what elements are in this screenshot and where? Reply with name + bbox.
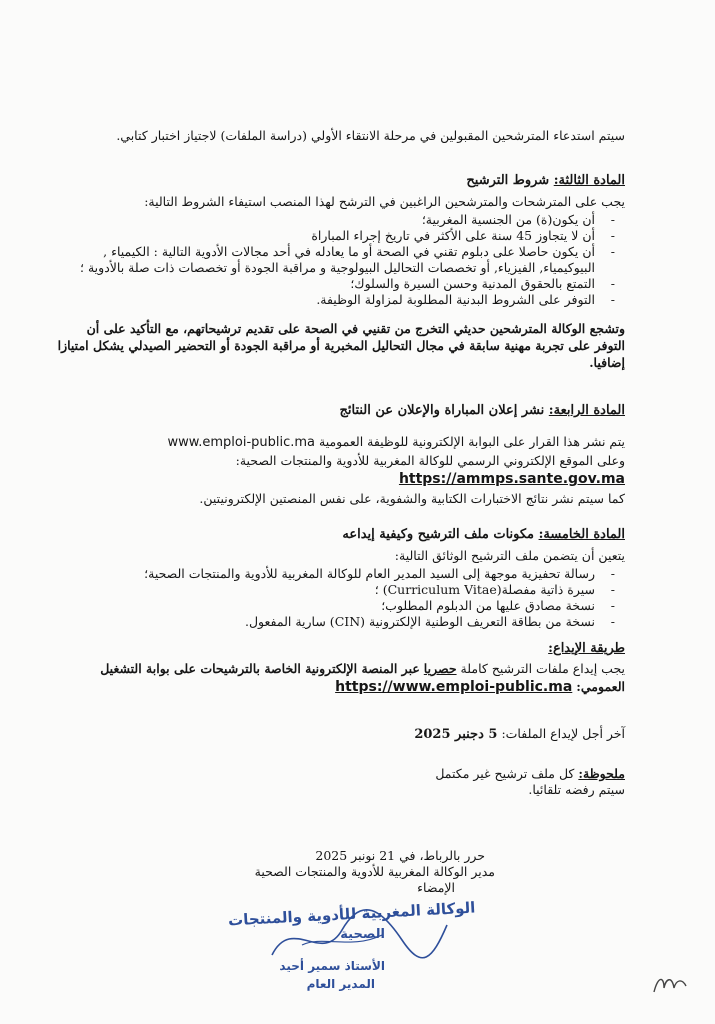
- article-5-heading: [55, 526, 625, 544]
- place-date: حرر بالرباط، في 21 نونبر 2025: [315, 848, 485, 863]
- signer-title: مدير الوكالة المغربية للأدوية والمنتجات الصحية: [254, 864, 495, 879]
- document-item: - سيرة ذاتية مفصلة(Curriculum Vitae) ؛: [55, 582, 625, 598]
- remark-text-2: سيتم رفضه تلقائيا.: [528, 782, 625, 797]
- deposit-text: [55, 660, 625, 696]
- page-initials-icon: [650, 970, 690, 1000]
- conditions-list: [55, 212, 625, 308]
- deposit-exclusive: حصريا: [423, 661, 457, 676]
- article-3-heading: [55, 172, 625, 190]
- article-4-url2-line: [55, 471, 625, 487]
- article-4-line3: كما سيتم نشر نتائج الاختبارات الكتابية والشفوية، على نفس المنصتين الإلكترونيتين.: [199, 491, 625, 506]
- signoff: [195, 848, 495, 896]
- deadline-line: [55, 726, 625, 743]
- stamp-agency-name: الوكالة المغربية للأدوية والمنتجات: [227, 898, 476, 930]
- article-3: [55, 172, 625, 371]
- deposit-text-b: عبر المنصة الإلكترونية الخاصة بالترشيحات على بوابة التشغيل العمومي:: [100, 661, 625, 694]
- remark-text: كل ملف ترشيح غير مكتمل: [435, 766, 575, 781]
- stamp-signer-name: الأستاذ سمير أحيد: [279, 959, 385, 973]
- article-4-label: المادة الرابعة:: [548, 403, 625, 418]
- article-4-title: نشر إعلان المباراة والإعلان عن النتائج: [339, 403, 545, 418]
- handwritten-signature-icon: [262, 905, 452, 975]
- remark: [55, 766, 625, 798]
- deposit-method: [55, 640, 625, 696]
- remark-line: [55, 766, 625, 782]
- article-4-line2: وعلى الموقع الإلكتروني الرسمي للوكالة المغربية للأدوية والمنتجات الصحية:: [235, 453, 625, 468]
- stamp-signer-role: المدير العام: [306, 977, 375, 991]
- emploi-public-link[interactable]: www.emploi-public.ma: [167, 435, 316, 450]
- deadline-date: 5 دجنبر 2025: [414, 727, 498, 742]
- condition-item: - التمتع بالحقوق المدنية وحسن السيرة والسلوك؛: [55, 276, 625, 292]
- article-4-line1: [55, 434, 625, 451]
- document-item: - نسخة مصادق عليها من الدبلوم المطلوب؛: [55, 598, 625, 614]
- documents-list: [55, 566, 625, 630]
- intro-block: [55, 128, 625, 144]
- article-4-heading: [55, 402, 625, 420]
- condition-item: - التوفر على الشروط البدنية المطلوبة لمزاولة الوظيفة.: [55, 292, 625, 308]
- article-3-lead: يجب على المترشحات والمترشحين الراغبين في الترشح لهذا المنصب استيفاء الشروط التالية:: [144, 194, 625, 209]
- article-5-lead: يتعين أن يتضمن ملف الترشيح الوثائق التالية:: [394, 548, 625, 563]
- signature-label: الإمضاء: [417, 880, 455, 895]
- deposit-heading: طريقة الإيداع:: [548, 641, 625, 656]
- article-4: [55, 402, 625, 507]
- deadline: [55, 726, 625, 743]
- article-4-line1-text: يتم نشر هذا القرار على البوابة الإلكترونية للوظيفة العمومية: [319, 434, 625, 449]
- document-item: - رسالة تحفيزية موجهة إلى السيد المدير العام للوكالة المغربية للأدوية والمنتجات الصحية؛: [55, 566, 625, 582]
- ammps-link[interactable]: https://ammps.sante.gov.ma: [398, 471, 625, 487]
- article-3-note: وتشجع الوكالة المترشحين حديثي التخرج من تقنيي في الصحة على تقديم ترشيحاتهم، مع التأكيد على أن التوفر على تجربة مهنية سابقة في مجال التحاليل المخبرية أو مراقبة الجودة أو التحضير الصيدلي يشكل امتيازا إضافيا.: [57, 321, 625, 370]
- deposit-text-a: يجب إيداع ملفات الترشيح كاملة: [460, 661, 625, 676]
- stamp-agency-name-2: الصحية: [340, 927, 385, 942]
- emploi-public-https-link[interactable]: https://www.emploi-public.ma: [335, 679, 573, 695]
- remark-label: ملحوظة:: [578, 766, 625, 781]
- article-3-title: شروط الترشيح: [466, 173, 550, 188]
- article-3-label: المادة الثالثة:: [553, 173, 625, 188]
- condition-item: - أن يكون(ة) من الجنسية المغربية؛: [55, 212, 625, 228]
- article-5: [55, 526, 625, 630]
- intro-text: سيتم استدعاء المترشحين المقبولين في مرحلة الانتقاء الأولي (دراسة الملفات) لاجتياز اختبار كتابي.: [116, 128, 625, 143]
- article-5-label: المادة الخامسة:: [538, 527, 625, 542]
- condition-item: - أن يكون حاصلا على دبلوم تقني في الصحة أو ما يعادله في أحد مجالات الأدوية التالية : الكيمياء , البيوكيمياء, الفيزياء, أو تخصصات التحاليل البيولوجية و مراقبة الجودة أو تخصصات ذات صلة بالأدوية ؛: [55, 244, 625, 276]
- condition-item: - أن لا يتجاوز 45 سنة على الأكثر في تاريخ إجراء المباراة: [55, 228, 625, 244]
- deadline-label: آخر أجل لإيداع الملفات:: [501, 726, 625, 741]
- document-item: - نسخة من بطاقة التعريف الوطنية الإلكترونية (CIN) سارية المفعول.: [55, 614, 625, 630]
- article-5-title: مكونات ملف الترشيح وكيفية إيداعه: [342, 527, 535, 542]
